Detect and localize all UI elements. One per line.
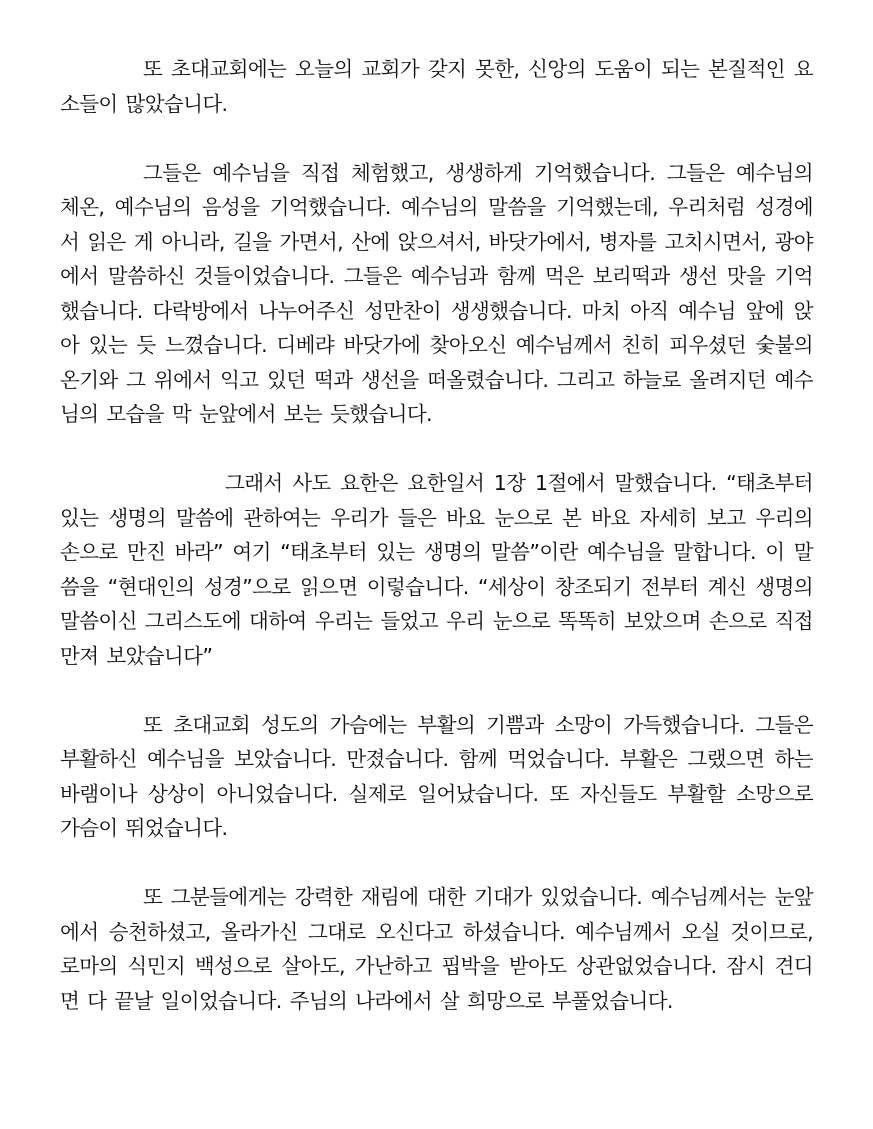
paragraph-apostle-john: 그래서 사도 요한은 요한일서 1장 1절에서 말했습니다. “태초부터 있는 생명의 말씀에 관하여는 우리가 들은 바요 눈으로 본 바요 자세히 보고 우리의 손으로 만진 바라” 여기 “태초부터 있는 생명의 말씀”이란 예수님을 말합니다. 이 말씀을 “현대인의 성경”으로 읽으면 이렇습니다. “세상이 창조되기 전부터 계신 생명의 말씀이신 그리스도에 대하여 우리는 들었고 우리 눈으로 똑똑히 보았으며 손으로 직접 만져 보았습니다” bbox=[60, 471, 813, 668]
paragraph-gap bbox=[60, 121, 813, 156]
document-page bbox=[60, 52, 813, 1018]
paragraph-gap bbox=[60, 432, 813, 467]
paragraph-gap bbox=[60, 673, 813, 708]
paragraph-second-coming: 또 그분들에게는 강력한 재림에 대한 기대가 있었습니다. 예수님께서는 눈앞에서 승천하셨고, 올라가신 그대로 오신다고 하셨습니다. 예수님께서 오실 것이므로, 로마의 식민지 백성으로 살아도, 가난하고 핍박을 받아도 상관없었습니다. 잠시 견디면 다 끝날 일이었습니다. 주님의 나라에서 살 희망으로 부풀었습니다. bbox=[60, 885, 813, 1013]
paragraph-gap bbox=[60, 846, 813, 881]
paragraph-early-church-elements: 또 초대교회에는 오늘의 교회가 갖지 못한, 신앙의 도움이 되는 본질적인 요소들이 많았습니다. bbox=[60, 57, 813, 116]
paragraph-resurrection-hope: 또 초대교회 성도의 가슴에는 부활의 기쁨과 소망이 가득했습니다. 그들은 부활하신 예수님을 보았습니다. 만졌습니다. 함께 먹었습니다. 부활은 그랬으면 하는 바램이나 상상이 아니었습니다. 실제로 일어났습니다. 또 자신들도 부활할 소망으로 가슴이 뛰었습니다. bbox=[60, 712, 813, 840]
paragraph-direct-experience: 그들은 예수님을 직접 체험했고, 생생하게 기억했습니다. 그들은 예수님의 체온, 예수님의 음성을 기억했습니다. 예수님의 말씀을 기억했는데, 우리처럼 성경에서 읽은 게 아니라, 길을 가면서, 산에 앉으셔서, 바닷가에서, 병자를 고치시면서, 광야에서 말씀하신 것들이었습니다. 그들은 예수님과 함께 먹은 보리떡과 생선 맛을 기억했습니다. 다락방에서 나누어주신 성만찬이 생생했습니다. 마치 아직 예수님 앞에 앉아 있는 듯 느꼈습니다. 디베랴 바닷가에 찾아오신 예수님께서 친히 피우셨던 숯불의 온기와 그 위에서 익고 있던 떡과 생선을 떠올렸습니다. 그리고 하늘로 올려지던 예수님의 모습을 막 눈앞에서 보는 듯했습니다. bbox=[60, 160, 813, 426]
